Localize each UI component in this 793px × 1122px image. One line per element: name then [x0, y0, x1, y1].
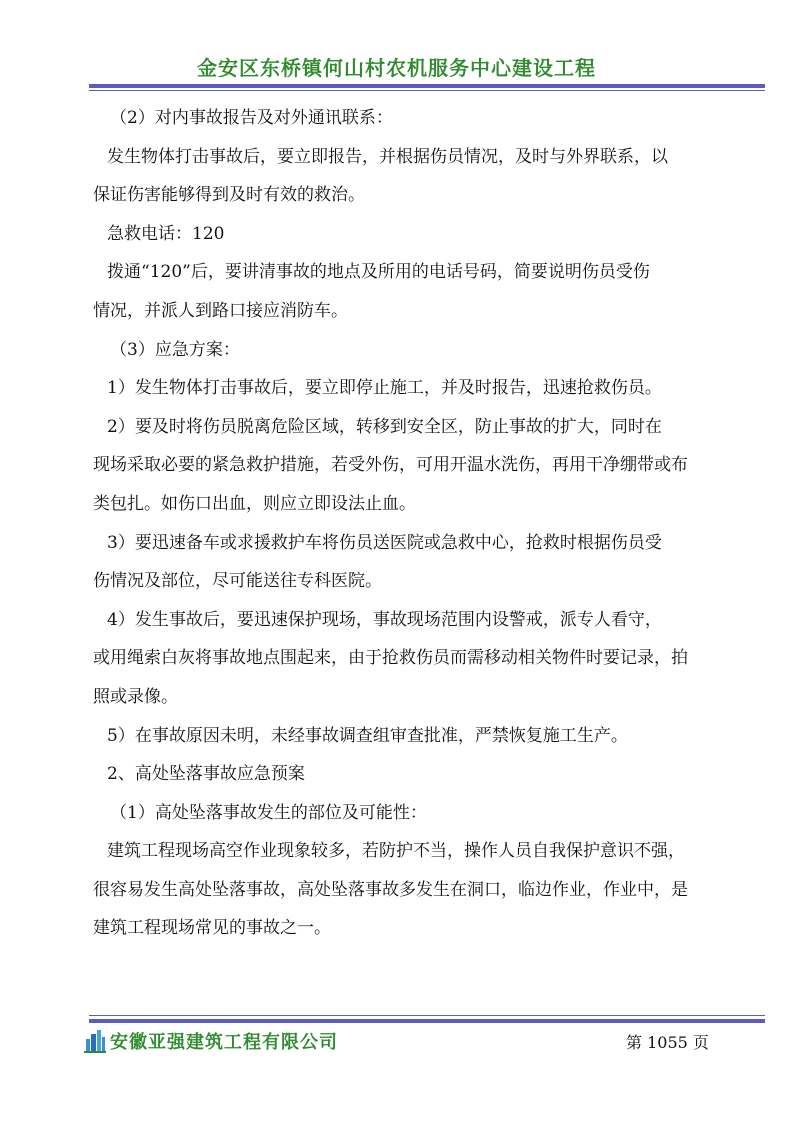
body-line: 4）发生事故后，要迅速保护现场，事故现场范围内设警戒，派专人看守，	[107, 609, 662, 630]
body-line: 1）发生物体打击事故后，要立即停止施工，并及时报告，迅速抢救伤员。	[107, 378, 662, 399]
body-line: 伤情况及部位，尽可能送往专科医院。	[93, 571, 382, 592]
building-logo-icon	[84, 1029, 106, 1053]
body-line: 建筑工程现场常见的事故之一。	[93, 918, 331, 939]
body-line: 2）要及时将伤员脱离危险区域，转移到安全区，防止事故的扩大，同时在	[107, 416, 662, 437]
body-line: 很容易发生高处坠落事故，高处坠落事故多发生在洞口，临边作业，作业中，是	[93, 879, 688, 900]
body-line: （2）对内事故报告及对外通讯联系：	[110, 108, 393, 128]
header-rule-thin	[89, 90, 765, 91]
body-line: 类包扎。如伤口出血，则应立即设法止血。	[93, 493, 416, 514]
body-line: 发生物体打击事故后，要立即报告，并根据伤员情况，及时与外界联系，以	[107, 146, 668, 167]
header-rule-thick	[89, 84, 765, 88]
body-line: 现场采取必要的紧急救护措施，若受外伤，可用开温水洗伤，再用干净绷带或布	[93, 455, 688, 476]
footer-company	[84, 1028, 338, 1054]
page-header-title: 金安区东桥镇何山村农机服务中心建设工程	[197, 56, 596, 80]
body-line: 3）要迅速备车或求援救护车将伤员送医院或急救中心，抢救时根据伤员受	[107, 532, 662, 553]
footer-rule-thick	[89, 1019, 765, 1023]
footer-rule-thin	[89, 1015, 765, 1016]
body-line: （1）高处坠落事故发生的部位及可能性：	[110, 802, 427, 823]
page-number: 第 1055 页	[626, 1033, 709, 1052]
body-line: 5）在事故原因未明，未经事故调查组审查批准，严禁恢复施工生产。	[107, 725, 628, 746]
body-line: 照或录像。	[93, 686, 178, 707]
footer-company-name: 安徽亚强建筑工程有限公司	[110, 1032, 338, 1053]
section-heading: 2、高处坠落事故应急预案	[107, 764, 305, 785]
document-body	[93, 103, 719, 952]
body-line: 保证伤害能够得到及时有效的救治。	[93, 185, 365, 206]
body-line: （3）应急方案：	[110, 339, 240, 360]
body-line: 拨通“120”后，要讲清事故的地点及所用的电话号码，简要说明伤员受伤	[107, 262, 650, 283]
body-line: 情况，并派人到路口接应消防车。	[93, 300, 348, 321]
body-line: 建筑工程现场高空作业现象较多，若防护不当，操作人员自我保护意识不强，	[107, 841, 685, 862]
body-line: 或用绳索白灰将事故地点围起来，由于抢救伤员而需移动相关物件时要记录，拍	[93, 648, 688, 669]
body-line: 急救电话：120	[107, 223, 225, 244]
